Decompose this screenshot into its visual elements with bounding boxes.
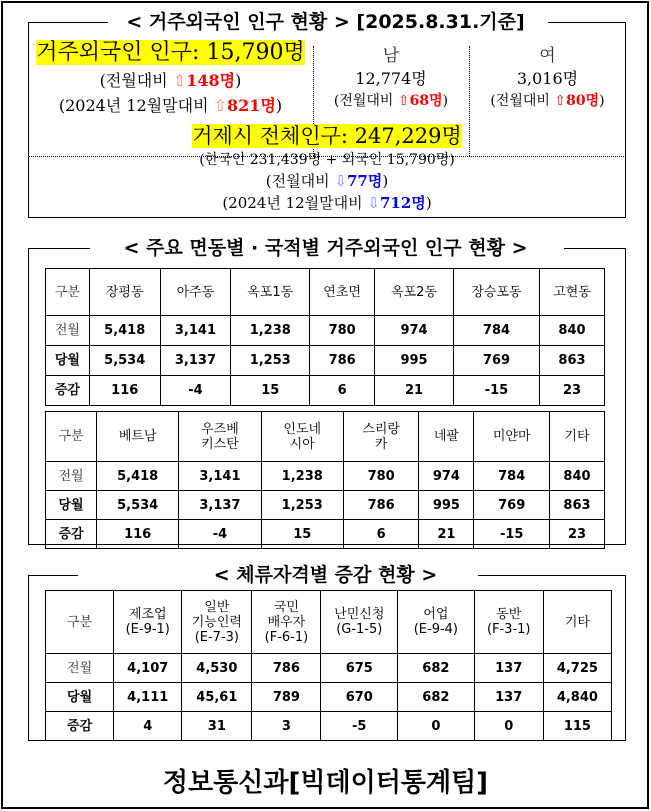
column-header: 장승포동: [453, 269, 539, 316]
column-header: 우즈베 키스탄: [179, 412, 261, 462]
table-cell: 1,253: [261, 491, 343, 520]
row-label: 당월: [46, 346, 90, 376]
table-row: [46, 346, 605, 376]
table-cell: 840: [540, 316, 605, 346]
table-cell: 31: [182, 712, 252, 741]
table-row: [46, 683, 612, 712]
column-header: 고현동: [540, 269, 605, 316]
up-arrow-icon: ⇧: [397, 93, 410, 109]
row-label: 당월: [46, 683, 114, 712]
column-header: 미얀마: [474, 412, 550, 462]
table-row: [46, 520, 605, 549]
column-header: 인도네 시아: [261, 412, 343, 462]
table-cell: 863: [549, 491, 604, 520]
table-cell: -15: [453, 376, 539, 406]
table-cell: 4,107: [114, 654, 182, 683]
table-cell: 1,238: [231, 316, 310, 346]
district-table: [45, 268, 605, 406]
table-cell: 670: [321, 683, 398, 712]
down-arrow-icon: ⇩: [334, 172, 347, 190]
foreign-total-block: 거주외국인 인구: 15,790명 (전월대비 ⇧148명) (2024년 12월말대비 ⇧821명): [36, 40, 305, 115]
district-title: < 주요 면동별 · 국적별 거주외국인 인구 현황 >: [0, 236, 651, 260]
table-cell: 0: [398, 712, 475, 741]
down-arrow-icon: ⇩: [367, 194, 380, 212]
table-cell: 3,137: [179, 491, 261, 520]
table-row: [46, 654, 612, 683]
table-cell: 769: [474, 491, 550, 520]
table-cell: 116: [97, 520, 179, 549]
table-row: [46, 316, 605, 346]
column-header: 동반 (F-3-1): [474, 591, 543, 654]
table-cell: -15: [474, 520, 550, 549]
header-row: [46, 412, 605, 462]
table-row: [46, 712, 612, 741]
visa-title: < 체류자격별 증감 현황 >: [0, 563, 651, 587]
row-label: 증감: [46, 712, 114, 741]
table-cell: 995: [375, 346, 454, 376]
row-label: 전월: [46, 316, 90, 346]
column-header: 난민신청 (G-1-5): [321, 591, 398, 654]
table-cell: 769: [453, 346, 539, 376]
table-cell: 4,725: [543, 654, 611, 683]
table-cell: -4: [160, 376, 231, 406]
up-arrow-icon: ⇧: [554, 93, 567, 109]
male-block: 남 12,774명 (전월대비 ⇧68명): [333, 46, 449, 109]
table-cell: 682: [398, 683, 475, 712]
table-cell: 780: [343, 462, 419, 491]
column-header: 옥포1동: [231, 269, 310, 316]
foreign-total: 거주외국인 인구: 15,790명: [36, 40, 305, 65]
table-cell: 6: [310, 376, 375, 406]
table-cell: 23: [549, 520, 604, 549]
summary-title: < 거주외국인 인구 현황 > [2025.8.31.기준]: [0, 10, 651, 34]
table-cell: 995: [419, 491, 474, 520]
table-cell: 784: [453, 316, 539, 346]
city-block: 거제시 전체인구: 247,229명 (한국인 231,439명 + 외국인 15,790명) (전월대비 ⇩77명) (2024년 12월말대비 ⇩712명): [192, 124, 462, 212]
visa-table: [45, 590, 612, 741]
table-cell: -4: [179, 520, 261, 549]
table-cell: 15: [231, 376, 310, 406]
table-cell: 0: [474, 712, 543, 741]
column-header: 일반 기능인력 (E-7-3): [182, 591, 252, 654]
table-cell: 1,238: [261, 462, 343, 491]
table-cell: 116: [89, 376, 160, 406]
row-label: 증감: [46, 376, 90, 406]
table-cell: 5,534: [89, 346, 160, 376]
table-cell: 137: [474, 683, 543, 712]
table-cell: 786: [343, 491, 419, 520]
column-header: 구분: [46, 412, 97, 462]
table-cell: 4,840: [543, 683, 611, 712]
column-header: 국민 배우자 (F-6-1): [252, 591, 321, 654]
up-arrow-icon: ⇧: [213, 96, 228, 115]
table-cell: 974: [375, 316, 454, 346]
table-cell: 780: [310, 316, 375, 346]
table-cell: 786: [310, 346, 375, 376]
table-cell: 21: [375, 376, 454, 406]
table-cell: 21: [419, 520, 474, 549]
table-cell: 4,530: [182, 654, 252, 683]
table-cell: 5,418: [97, 462, 179, 491]
table-cell: 840: [549, 462, 604, 491]
column-header: 네팔: [419, 412, 474, 462]
column-header: 옥포2동: [375, 269, 454, 316]
column-header: 기타: [549, 412, 604, 462]
column-header: 스리랑 카: [343, 412, 419, 462]
column-header: 어업 (E-9-4): [398, 591, 475, 654]
column-header: 아주동: [160, 269, 231, 316]
female-block: 여 3,016명 (전월대비 ⇧80명): [490, 46, 605, 109]
column-header: 베트남: [97, 412, 179, 462]
table-cell: 6: [343, 520, 419, 549]
up-arrow-icon: ⇧: [172, 71, 187, 90]
table-cell: 3,137: [160, 346, 231, 376]
row-label: 당월: [46, 491, 97, 520]
column-header: 연초면: [310, 269, 375, 316]
table-cell: 115: [543, 712, 611, 741]
table-cell: 3: [252, 712, 321, 741]
table-cell: 786: [252, 654, 321, 683]
table-row: [46, 491, 605, 520]
table-cell: 4,111: [114, 683, 182, 712]
table-cell: 137: [474, 654, 543, 683]
table-cell: 3,141: [160, 316, 231, 346]
table-cell: 1,253: [231, 346, 310, 376]
table-cell: 974: [419, 462, 474, 491]
table-cell: 784: [474, 462, 550, 491]
nationality-table: [45, 411, 605, 549]
table-cell: 789: [252, 683, 321, 712]
header-row: [46, 269, 605, 316]
table-cell: -5: [321, 712, 398, 741]
table-cell: 4: [114, 712, 182, 741]
table-row: [46, 462, 605, 491]
table-cell: 5,418: [89, 316, 160, 346]
column-header: 구분: [46, 591, 114, 654]
table-cell: 682: [398, 654, 475, 683]
table-cell: 863: [540, 346, 605, 376]
table-row: [46, 376, 605, 406]
row-label: 전월: [46, 462, 97, 491]
table-cell: 45,61: [182, 683, 252, 712]
header-row: [46, 591, 612, 654]
footer-dept: 정보통신과[빅데이터통계팀]: [162, 768, 489, 798]
column-header: 기타: [543, 591, 611, 654]
table-cell: 3,141: [179, 462, 261, 491]
row-label: 전월: [46, 654, 114, 683]
table-cell: 675: [321, 654, 398, 683]
table-cell: 23: [540, 376, 605, 406]
city-total: 거제시 전체인구: 247,229명: [192, 124, 462, 148]
row-label: 증감: [46, 520, 97, 549]
column-header: 장평동: [89, 269, 160, 316]
table-cell: 15: [261, 520, 343, 549]
column-header: 구분: [46, 269, 90, 316]
column-header: 제조업 (E-9-1): [114, 591, 182, 654]
table-cell: 5,534: [97, 491, 179, 520]
